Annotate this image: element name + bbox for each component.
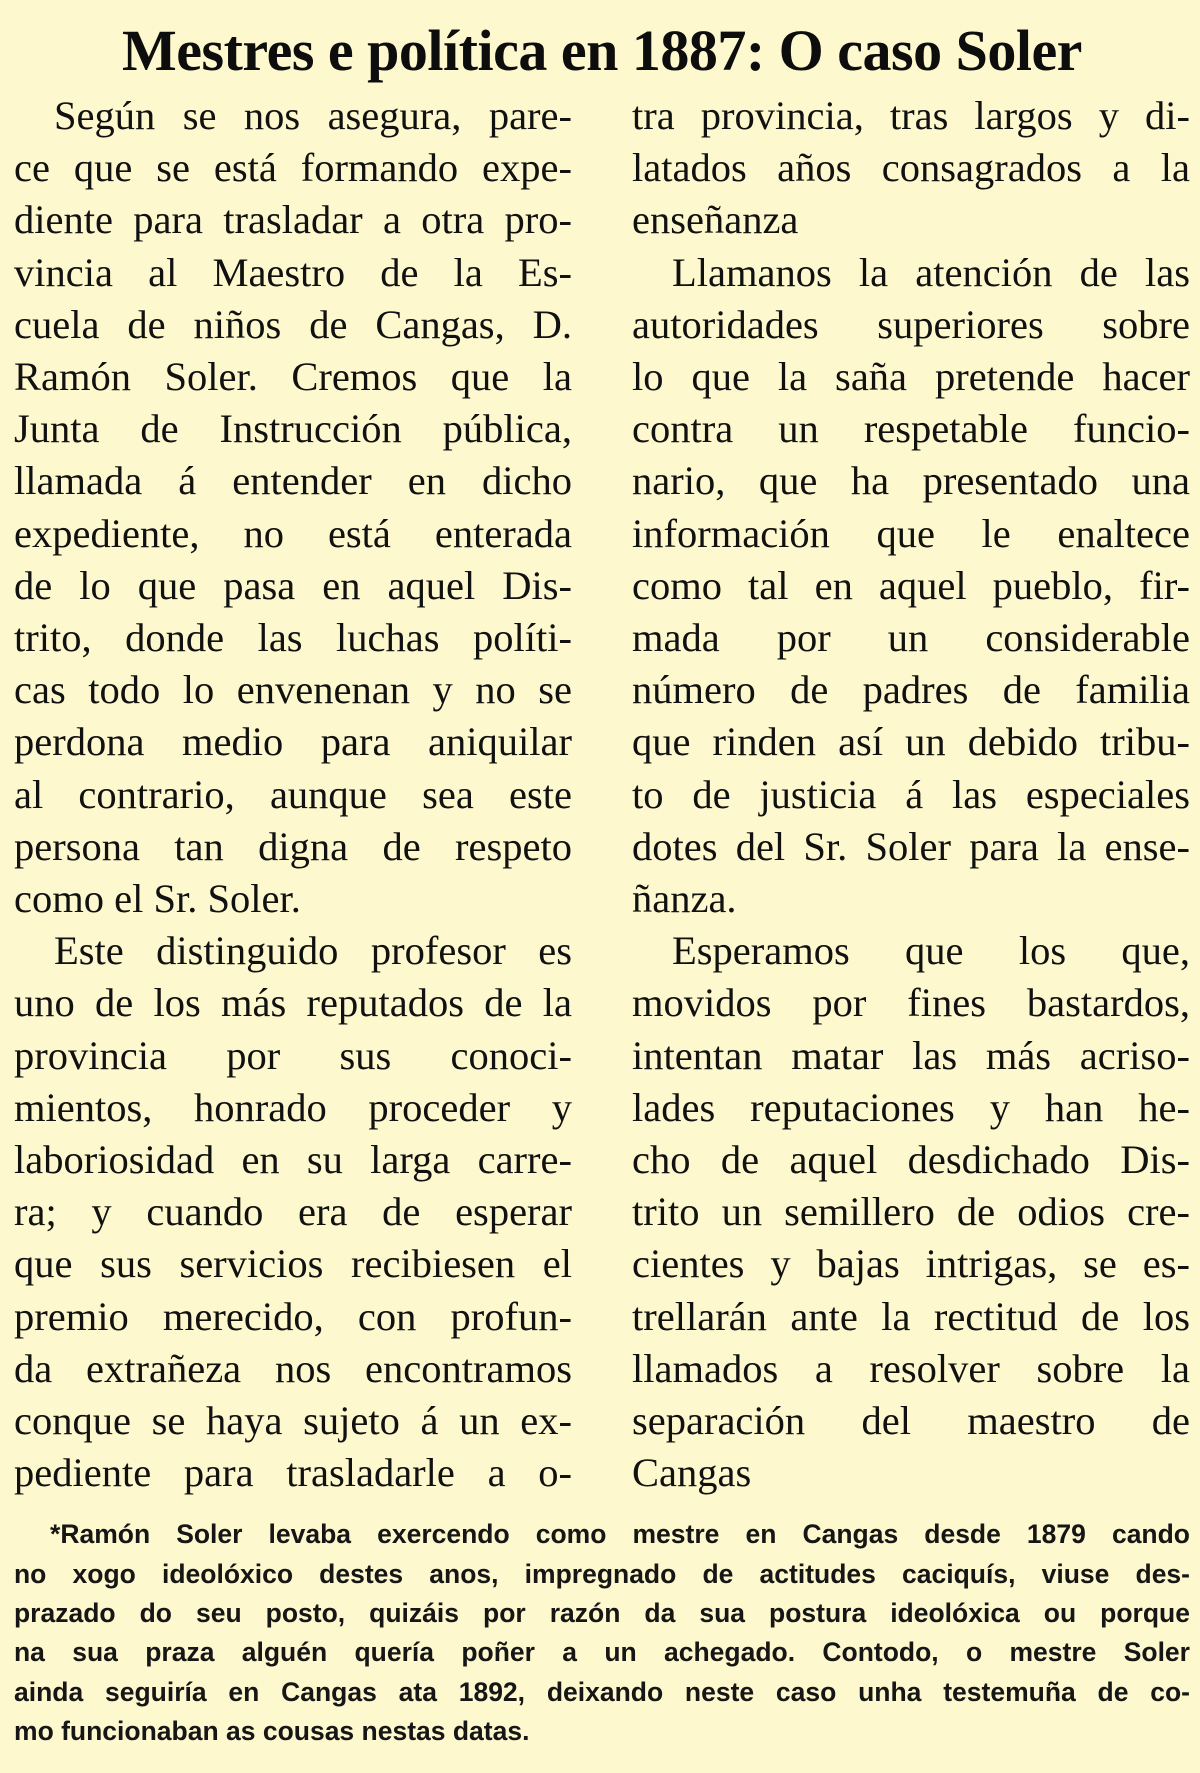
footnote-line: no xogo ideolóxico destes anos, impregnado de actitudes caciquís, viuse des- bbox=[14, 1558, 1190, 1589]
text-line: autoridades superiores sobre bbox=[632, 301, 1190, 347]
right-column bbox=[632, 90, 1190, 1499]
footnote-line: na sua praza alguén quería poñer a un achegado. Contodo, o mestre Soler bbox=[14, 1637, 1190, 1668]
text-line: trito, donde las luchas políti- bbox=[14, 615, 572, 661]
text-line: ce que se está formando expe- bbox=[14, 145, 572, 191]
text-line: como tal en aquel pueblo, fir- bbox=[632, 562, 1190, 608]
text-line: lo que la saña pretende hacer bbox=[632, 354, 1190, 400]
text-line: dotes del Sr. Soler para la ense- bbox=[632, 823, 1190, 869]
text-line: Esperamos que los que, bbox=[672, 928, 1190, 974]
headline: Mestres e política en 1887: O caso Soler bbox=[122, 18, 1082, 83]
text-line: intentan matar las más acriso- bbox=[632, 1032, 1190, 1078]
text-line: contra un respetable funcio- bbox=[632, 406, 1190, 452]
text-line: enseñanza bbox=[632, 197, 799, 243]
text-line: lades reputaciones y han he- bbox=[632, 1084, 1190, 1130]
text-line: mientos, honrado proceder y bbox=[14, 1084, 572, 1130]
text-line: trito un semillero de odios cre- bbox=[632, 1189, 1190, 1235]
text-line: diente para trasladar a otra pro- bbox=[14, 197, 572, 243]
footnote-line: mo funcionaban as cousas nestas datas. bbox=[14, 1715, 530, 1746]
text-line: tra provincia, tras largos y di- bbox=[632, 93, 1190, 138]
text-line: premio merecido, con profun- bbox=[14, 1293, 572, 1339]
text-line: pediente para trasladarle a o- bbox=[14, 1450, 572, 1496]
text-line: cho de aquel desdichado Dis- bbox=[632, 1137, 1190, 1183]
text-line: laboriosidad en su larga carre- bbox=[14, 1137, 572, 1183]
left-column bbox=[14, 90, 572, 1499]
footnote bbox=[14, 1515, 1190, 1751]
text-line: cientes y bajas intrigas, se es- bbox=[632, 1241, 1190, 1287]
text-line: separación del maestro de bbox=[632, 1398, 1190, 1444]
text-line: de lo que pasa en aquel Dis- bbox=[14, 562, 572, 608]
text-line: como el Sr. Soler. bbox=[14, 876, 301, 922]
text-line: ñanza. bbox=[632, 876, 737, 922]
text-line: conque se haya sujeto á un ex- bbox=[14, 1398, 572, 1444]
text-line: ra; y cuando era de esperar bbox=[14, 1189, 572, 1235]
text-line: latados años consagrados a la bbox=[632, 145, 1190, 191]
article-body bbox=[14, 90, 1190, 1499]
text-line: da extrañeza nos encontramos bbox=[14, 1345, 572, 1391]
footnote-line: prazado do seu posto, quizáis por razón da sua postura ideolóxica ou porque bbox=[14, 1598, 1190, 1629]
text-line: nario, que ha presentado una bbox=[632, 458, 1190, 504]
text-line: número de padres de familia bbox=[632, 667, 1190, 713]
text-line: llamados a resolver sobre la bbox=[632, 1345, 1190, 1391]
text-line: uno de los más reputados de la bbox=[14, 980, 572, 1026]
text-line: movidos por fines bastardos, bbox=[632, 980, 1190, 1026]
text-line: Junta de Instrucción pública, bbox=[14, 406, 572, 452]
text-line: perdona medio para aniquilar bbox=[14, 719, 572, 765]
text-line: que sus servicios recibiesen el bbox=[14, 1241, 572, 1287]
text-line: Según se nos asegura, pare- bbox=[54, 93, 572, 138]
text-line: cuela de niños de Cangas, D. bbox=[14, 301, 572, 347]
text-line: vincia al Maestro de la Es- bbox=[14, 249, 572, 295]
footnote-line: *Ramón Soler levaba exercendo como mestre en Cangas desde 1879 cando bbox=[50, 1519, 1190, 1550]
text-line: persona tan digna de respeto bbox=[14, 823, 572, 869]
text-line: información que le enaltece bbox=[632, 510, 1190, 556]
text-line: provincia por sus conoci- bbox=[14, 1032, 572, 1078]
text-line: cas todo lo envenenan y no se bbox=[14, 667, 572, 713]
text-line: Cangas bbox=[632, 1450, 752, 1496]
text-line: que rinden así un debido tribu- bbox=[632, 719, 1190, 765]
text-line: expediente, no está enterada bbox=[14, 510, 572, 556]
text-line: mada por un considerable bbox=[632, 615, 1190, 661]
text-line: Ramón Soler. Cremos que la bbox=[14, 354, 572, 400]
text-line: Este distinguido profesor es bbox=[54, 928, 572, 974]
text-line: llamada á entender en dicho bbox=[14, 458, 572, 504]
text-line: trellarán ante la rectitud de los bbox=[632, 1293, 1190, 1339]
footnote-line: ainda seguiría en Cangas ata 1892, deixando neste caso unha testemuña de co- bbox=[14, 1676, 1190, 1707]
text-line: Llamanos la atención de las bbox=[672, 249, 1190, 295]
text-line: to de justicia á las especiales bbox=[632, 771, 1190, 817]
text-line: al contrario, aunque sea este bbox=[14, 771, 572, 817]
